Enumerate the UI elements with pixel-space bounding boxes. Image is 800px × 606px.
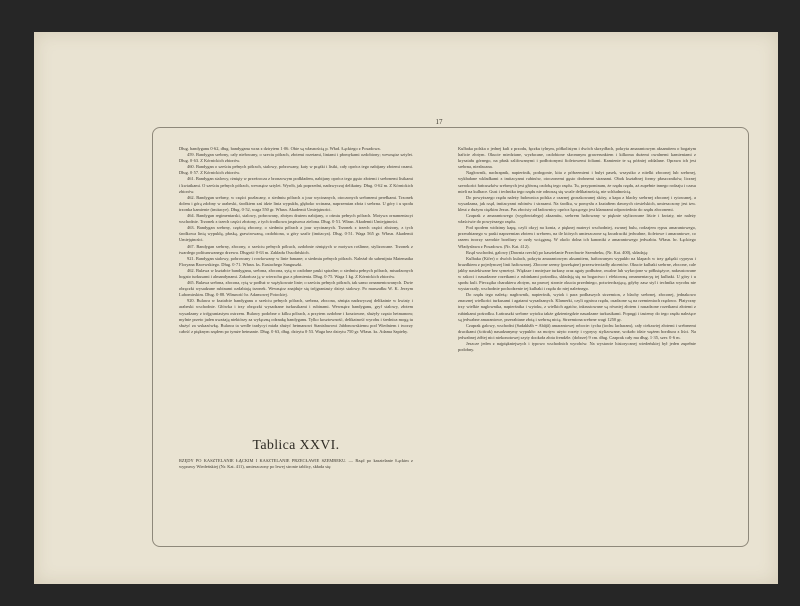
left-paragraph: 465. Bulawa srebrna, złocona, rytą w podłuż w wężykowate linie; o sześciu pełnych pólrach, tak samo ornamentowanych. Dwie obręczki wysadzane rubinami ozdabiają trzonek. Wewnątrz znajduje się trójgraniasty dziryt stalowy. Po marszałku W. K. Jerzym Lubomirskim. Dług. 0·88. Własność hr. Adamowej Potockiej.: [179, 280, 413, 298]
right-paragraph: Kulbaka polska o jednej kuli z przodu, łęczku tylnym, półkolistym i dwóch skrzydłach, pokryta amarantowym aksamitem o bogatym haftcie złotym. Okucie miedziane, wyzłacane, ozdobione skromnym grawerunkiem i kilkoma dużemi owalnemi kamieniami z kryształu górnego, na płask szlifowanymi i podłożonymi fioletowemi foliami. Kamienie te są później oddalane. Oprawa ich jest srebrna, niezłacana.: [458, 146, 696, 170]
left-paragraph: 921. Bandygan stalowy, pobrowany i rowkowany w linie łamane; o siedmiu pełnych pólrach. Należał do sabenijnia Matematka Floryana Racewskiego. Dług. 0·71. Własn. ks. Eustachego Sanguszki.: [179, 255, 413, 267]
left-paragraph: 463. Bandygan srebrny, częścią złocony, o siedmiu pólrach a jour wycinanych. Trzonek z trzech części złożony, z tych środkowa linią wypukłą, płaską, grawirowaną, ozdobiona, u góry szafir (imitacya). Dług. 0·51. Waga 565 gr. Własn. Akademii Umiejętności.: [179, 225, 413, 243]
right-paragraph: Nagłownik, nachrapnik, napierśnik, podogonie, kita z półrzemieni i bułyt pasek, wszystko z nitelki złoconej lub srebrnej, wykładane wkładkami z imitacyami rubinów, otoczonemi gęsto drobnemi stranami. Obok kształtnej formy płaszczników, licznej szerokości łańcuszków srebrnych jest główną ozdobą tego rzędu. Tu, przypominam, że rzędu rzędu, aż zupełnie innego rodzaju i czasu mieli na kulbace. Gust i technika tego rzędu nie odnoszą się wcale delikatnością, nie schludnością.: [458, 170, 696, 194]
page-number: 17: [435, 118, 443, 126]
left-paragraph: 459. Bandygan srebrny, cały niełowany, o szeciu pólrach, złotemi rozetami, liniami i płomykami ozdobiony; wewnątrz sztylet. Dług. 0·63. Z Kórnickich zbiorów.: [179, 152, 413, 164]
plate-title: Tablica XXVI.: [252, 438, 340, 453]
right-paragraph: Czaprak z amarantowego (wypłowiałego) aksamitu, srebrem haftowany w pięknie stylizowane liście i kwiaty, nie należy właściwie do powyższego rzędu.: [458, 213, 696, 225]
right-paragraph: Do rzędu tego należą: nagłownik, napierśnik, wytok i para podhaszych strzemion, z blachy srebrnej, złoconej, jednakowo znacznej wielkości turkusami i agatami wysadzanych. Klamerki, czyli ogniwa rzędu, osadzone są na rzemieniach rzędowo. Płatyczny trzy wielkie naglownika, napierśnika i wytoku, z wielkich agatów, inkrustowane są równiej złotem i nasadzone rozetkami złotemi z rubinkami pośrodku. Łańcuszki srebrne wytoku także gdzieniegdzie nasadzane turkusikami. Popręgi i tasiemy do tego rzędu należące są jedwabne amarantowe, przerabiane złotą i srebrną nicią. Strzemiona srebrne wagi 1250 gr.: [458, 292, 696, 322]
right-paragraph: Do powyższego rzędu należy ładownica polska z czarnej groszkowanej skóry, a kapa z blachy srebrnej złoconej i rytowanej, a wysadzana, jak rząd, imitacyami rubinów i strasami. Na środku, w pomysłu z kształtem dawnych ciesielskich, umieszczony jest tzw. kleut z dużym ciężkim Jezus. Pas złocisty od ładownicy oprócz łączącego jest klamrami odpowiednio do rzędu złoconemi.: [458, 194, 696, 212]
left-paragraph: 920. Bulawa w kształcie bandyganu o sześciu pełnych pólrach, srebrna, złocona, rżnięta nadzwyczaj delikatnie w kwiaty i arabeski wschodnie. Główka i trzy obręczki wysadzane turkusikami i rubinami. Wewnątrz bandyganu, gryf stalowy, złotem wysadzany z trójgraniastym ostrzem. Bulawy podobne o kilku pólrach, a przytem ozdobne i kosztowne, służyły często hetmanom; mylnie przeto jaden uważają niektórzy za wyłączną odznakę bandyganu. Tylko kosztowność, delikatność wyrobu i średnica mogą tu służyć za wskazówkę. Bulawa ta wedle tradycyi miała służyć hetmanowi Stanisławowi Jabłonowskiemu pod Wiedniem i tworzy całość z pięknym rzędem po tymże hetmanie. Dług. 0·63, dług. dzirytu 0·53. Waga bez dzirytu 750 gr. Własn. ks. Adama Sapiehy.: [179, 298, 413, 334]
left-paragraph: 464. Bandygan regimentarski, stalowy, pobrowany, złotym drutem nabijany, o ośmiu pełnych pólrach. Motywa ornamentacyi wschodnie. Trzonek z trzech części złożony, z tych środkowa jaspisowa zielona. Dług. 0·51. Własn. Akademii Umiejętności.: [179, 213, 413, 225]
left-paragraph: Dług. bandyganu 0·62, dług. bandyganu wraz z dzirytem 1·06. Obie są własnością p. Wład. Łąckiego z Posadowa.: [179, 146, 381, 151]
right-paragraph: Pod spodem widzimy kapę, czyli okryj na konia, z pięknej materyi wschodniej, zwanej bulu, rodzajem rypsu amarantowego, przerabianego w paski naprzemian złotem i srebrem, na tle których umieszczone są kwadraciki jedwabne, fioletowe i amarantowe, co razem tworzy szerokie bordiury w ozdy wciąganą. W okolo dolna ich kanoniki z amarantowego jedwabiu. Własn. hr. Łąckiego Władysława z Posadowa. (Nr. Kat. 412).: [458, 225, 696, 249]
right-paragraph: Rząd wschodni, galowy (Dawnia rzechi) po kasztelanie Przecławie Szembeku, (Nr. Kat. 400), składają:: [466, 249, 649, 255]
left-paragraph: 460. Bandygan o sześciu pełnych pólrach, stalowy, pobrowany, katy w prążki i listki, cały oprócz tego nabijany złotemi cnami. Dług. 0·57. Z Kórnickich zbiorów.: [179, 164, 413, 176]
plate-intro: [179, 458, 413, 470]
right-paragraph: Jeszcze jeden z najpiękniejszych i typowo wschodnich wyrobów. Na wystawie historycznej wiedeńskiej był jeden zupełnie podobny.: [458, 341, 696, 353]
plate-intro-text: RZĘDY PO KASZTELANIE ŁĄCKIM I KASZTELANIE PRZECŁAWIE SZEMBEKU. — Rząd po kasztelanie Łąckim z wyprawy Wiedeńskiej (Nr. Kat. 411), umieszczony po lewej stronie tablicy, składa się:: [179, 458, 413, 470]
right-paragraph: Kulbaka (Kifer) o dwóch kulach, pokryta amarantowym aksamitem, haftowanym wypukło na klapach w trzy gałązki cyprysu i bruzdkiem z pojedynczej linii haftowanej. Złocone rzemy (przekątne) przezwierciadły akcentów. Okucie kulbaki srebrne, złocone, cale jakby nasiekiwane bez symetryi. Większe i mniejsze turkusy oraz agaty podłużne, owalne lub wykrojone w półksiężyce, nakrustowane w szkoci i nasadzone rozetkami z rubinkami pośrodku, składają się na bogactwo i efektowną ornamentacyę tej kulbaki. U góry i u spodu kuli. Pieczątka charakteru złotym, na prawej stronie okucia przedniego, potwierdzającą, gdyby zasz styl i technika wyrobu nie wystarczały, wschodnie pochodzenie tej kulbaki i rzędu do niej należnego.: [458, 255, 696, 292]
paper-sheet: [34, 32, 778, 584]
left-paragraph: 462. Bandygan srebrny, w części pozłacany, o siedmiu pólrach a jour wycinanych, otoczonych srebrnemi perełkami. Trzonek dolem i górą zdobny w arabeski, środkiem zaś idzie linia wypukła, głęboko wcinana, naprzemian złota i srebrna. U góry i u spodu trzonka kamienie (imitacye). Dług. 0·52, waga 550 gr. Własn. Akademii Umiejętności.: [179, 194, 413, 212]
left-paragraph: 467. Bandygan srebrny, złocony, o sześciu pełnych pólrach, ozdobnie rżniętych w motywa roślinne, stylizowane. Trzonek z twardego polituruwanego drzewa. Długość 0·63 m. Zakładu Ossolińskich.: [179, 243, 413, 255]
left-paragraph: 462. Bulawa w kształcie bandyganu, srebrna, złocona, sytą w ozdobne paski spiralne; o siedmiu pełnych pólrach, misudzonych bogato turkusami i almandynami. Zakończa ją w wierzchu guz z płomienia. Dług. 0·75. Waga 1 kg. Z Kórnickich zbiorów.: [179, 267, 413, 279]
right-column: [458, 146, 696, 531]
left-paragraph: 461. Bandygan stalowy, rżnięty w przeźrocza z bronzowym podkładem, nabijany oprócz tego gęsto złotemi i srebrnemi listkami i kwiatkami. O sześciu pełnych pólrach, wewnątrz sztylet. Wyrób, jak poprzedni, nadzwyczaj delikatny. Dług. 0·62 m. Z Kórnickich zbiorów.: [179, 176, 413, 194]
right-paragraph: Czaprak galowy, wschodni (Sadakhâh = Abâjâ) amarantowej robocie: tycha (tochu lacharam), cały ciekawiej złotemi i srebrnemi drucikami (ściśrak) nasadzanymy wypukło: za motyw użyto rozety i cyprysy stylizowane, wokoło idzie wężem bordiura z liści. Na jedwabnej żółtej nici niekonotowej szyty dookoła złota frendżle. (dobrze) 9 cm. dług. Czaprak cały ma dług. 1·35, szer. 0·6 m.: [458, 322, 696, 340]
